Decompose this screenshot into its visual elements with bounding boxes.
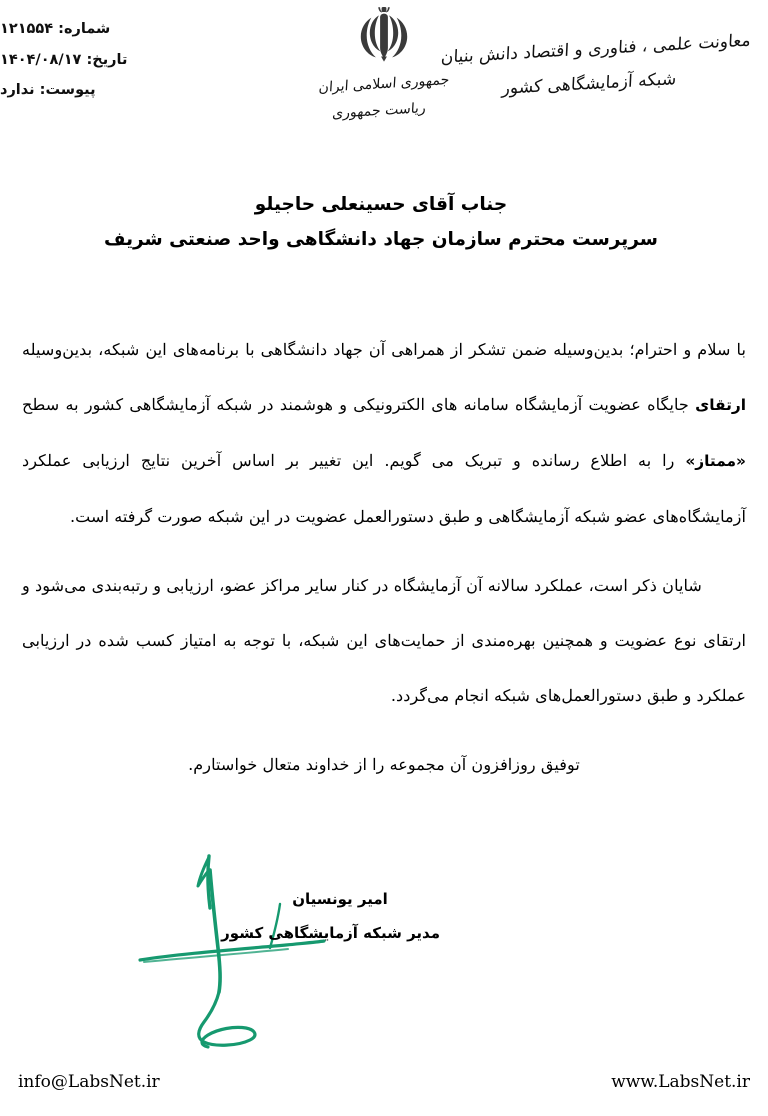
reference-number-row — [0, 22, 250, 37]
iran-emblem-icon — [352, 6, 416, 68]
letter-footer — [0, 1058, 768, 1116]
letter-header — [0, 0, 768, 155]
footer-website[interactable]: www.LabsNet.ir — [611, 1072, 750, 1092]
reference-date-label: تاریخ: — [86, 51, 128, 68]
signature-area — [0, 848, 768, 1063]
organization-network-line: شبکه آزمایشگاهی کشور — [501, 68, 677, 99]
paragraph-1-emphasis-promotion: ارتقای — [695, 396, 746, 414]
paragraph-1-part-2: جایگاه عضویت آزمایشگاه سامانه های الکترونیکی و هوشمند در شبکه آزمایشگاهی کشور به سطح — [22, 395, 696, 414]
reference-attachment-row — [0, 83, 250, 98]
reference-number-label: شماره: — [58, 21, 111, 37]
paragraph-1-emphasis-level: «ممتاز» — [685, 452, 746, 470]
reference-attachment-value: ندارد — [0, 82, 35, 98]
republic-name-line: جمهوری اسلامی ایران — [318, 72, 450, 96]
paragraph-1-part-3: را به اطلاع رسانده و تبریک می گویم. این تغییر بر اساس آخرین نتایج ارزیابی عملکرد آزمایشگاه‌های عضو شبکه آزمایشگاهی و طبق دستورالعمل عضویت در این شبکه صورت گرفته است. — [22, 451, 746, 526]
signer-role: مدیر شبکه آزمایشگاهی کشور — [221, 924, 440, 942]
body-paragraph-3-closing: توفیق روزافزون آن مجموعه را از خداوند متعال خواستارم. — [188, 755, 580, 774]
body-paragraph-1 — [22, 322, 746, 544]
addressee-block — [36, 196, 726, 249]
organization-ministry-line: معاونت علمی ، فناوری و اقتصاد دانش بنیان — [440, 30, 752, 68]
signer-block — [221, 890, 440, 942]
addressee-name: جناب آقای حسینعلی حاجیلو — [254, 194, 508, 215]
presidency-line: ریاست جمهوری — [331, 100, 427, 122]
organization-title-block — [440, 30, 752, 99]
letter-body — [22, 322, 746, 792]
footer-email[interactable]: info@LabsNet.ir — [18, 1072, 160, 1092]
signer-name: امیر یونسیان — [292, 890, 388, 908]
handwritten-signature — [138, 848, 328, 1053]
addressee-title: سرپرست محترم سازمان جهاد دانشگاهی واحد صنعتی شریف — [104, 228, 658, 250]
emblem-block — [284, 6, 484, 122]
body-paragraph-2: شایان ذکر است، عملکرد سالانه آن آزمایشگاه در کنار سایر مراکز عضو، ارزیابی و رتبه‌بندی می‌شود و ارتقای نوع عضویت و همچنین بهره‌مندی از حمایت‌های این شبکه، با توجه به امتیاز کسب شده در ارزیابی عملکرد و طبق دستورالعمل‌های شبکه انجام می‌گردد. — [22, 576, 746, 705]
reference-date-value: ۱۴۰۴/۰۸/۱۷ — [0, 51, 82, 68]
reference-date-row — [0, 53, 250, 68]
reference-block — [0, 22, 268, 114]
paragraph-1-part-1: با سلام و احترام؛ بدین‌وسیله ضمن تشکر از همراهی آن جهاد دانشگاهی با برنامه‌های این شبکه، بدین‌وسیله — [22, 340, 746, 359]
reference-attachment-label: پیوست: — [39, 82, 96, 98]
reference-number-value: ۱۲۱۵۵۴ — [0, 21, 54, 37]
